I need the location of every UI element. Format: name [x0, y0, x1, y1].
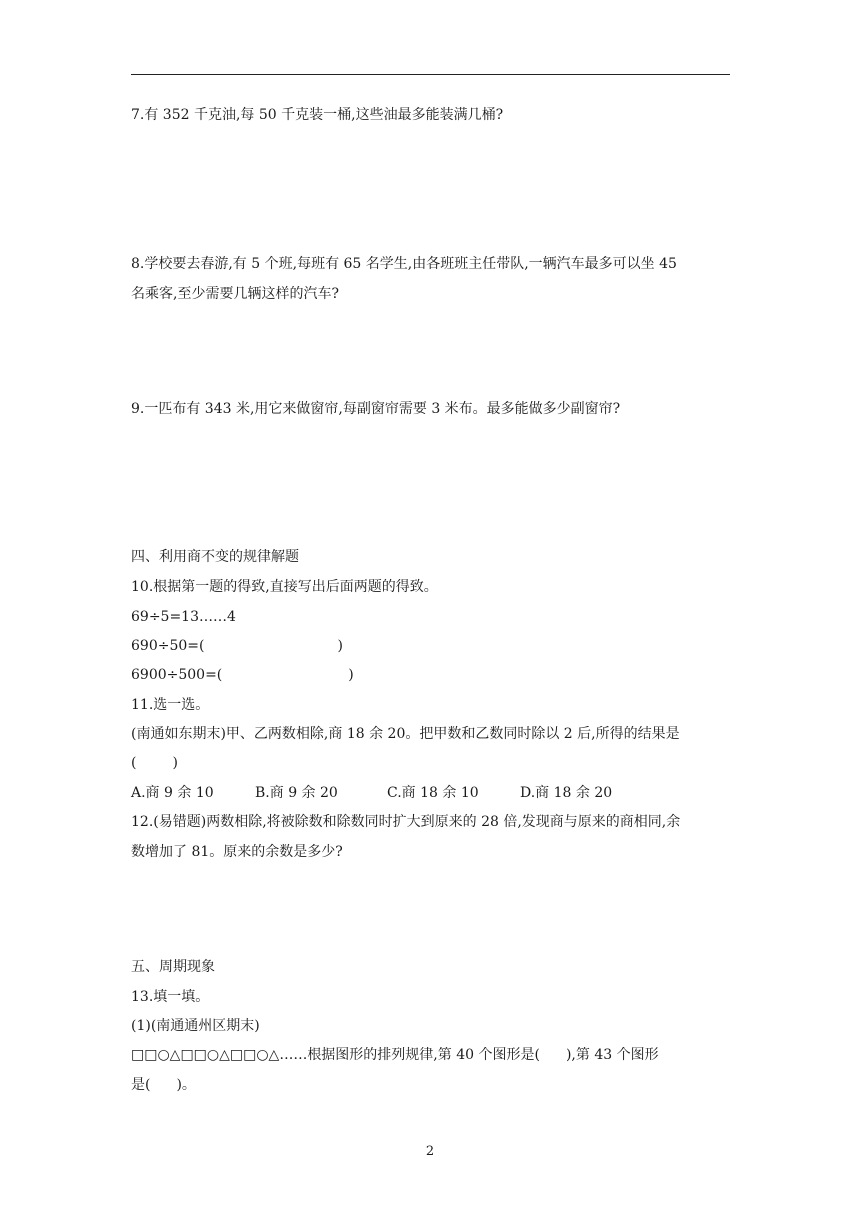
equation-3: 6900÷500=( )	[131, 667, 354, 683]
question-11: 11.选一选。	[131, 697, 210, 713]
pattern-line-2: 是( )。	[131, 1077, 196, 1093]
option-b: B.商 9 余 20	[255, 785, 338, 801]
question-12-line-1: 12.(易错题)两数相除,将被除数和除数同时扩大到原来的 28 倍,发现商与原来的商相同,余	[131, 814, 681, 830]
equation-2: 690÷50=( )	[131, 638, 343, 654]
option-c: C.商 18 余 10	[387, 785, 479, 801]
pattern-line-1: □□○△□□○△□□○△……根据图形的排列规律,第 40 个图形是( ),第 43 个图形	[131, 1047, 659, 1063]
question-13-sub-1: (1)(南通通州区期末)	[131, 1018, 260, 1034]
section-5-title: 五、周期现象	[131, 959, 215, 975]
question-8-line-1: 8.学校要去春游,有 5 个班,每班有 65 名学生,由各班班主任带队,一辆汽车最多可以坐 45	[131, 256, 677, 272]
question-9: 9.一匹布有 343 米,用它来做窗帘,每副窗帘需要 3 米布。最多能做多少副窗帘?	[131, 401, 621, 417]
question-11-answer-paren: ( )	[131, 755, 178, 771]
page-number: 2	[425, 1144, 435, 1159]
section-4-title: 四、利用商不变的规律解题	[131, 549, 299, 565]
equation-1: 69÷5=13……4	[131, 609, 236, 625]
header-rule	[131, 74, 730, 75]
question-7: 7.有 352 千克油,每 50 千克装一桶,这些油最多能装满几桶?	[131, 107, 504, 123]
option-a: A.商 9 余 10	[131, 785, 214, 801]
question-10: 10.根据第一题的得致,直接写出后面两题的得致。	[131, 579, 438, 595]
question-8-line-2: 名乘客,至少需要几辆这样的汽车?	[131, 286, 339, 302]
question-11-stem: (南通如东期末)甲、乙两数相除,商 18 余 20。把甲数和乙数同时除以 2 后,所得的结果是	[131, 726, 680, 742]
option-d: D.商 18 余 20	[520, 785, 613, 801]
question-12-line-2: 数增加了 81。原来的余数是多少?	[131, 844, 343, 860]
question-13: 13.填一填。	[131, 989, 210, 1005]
